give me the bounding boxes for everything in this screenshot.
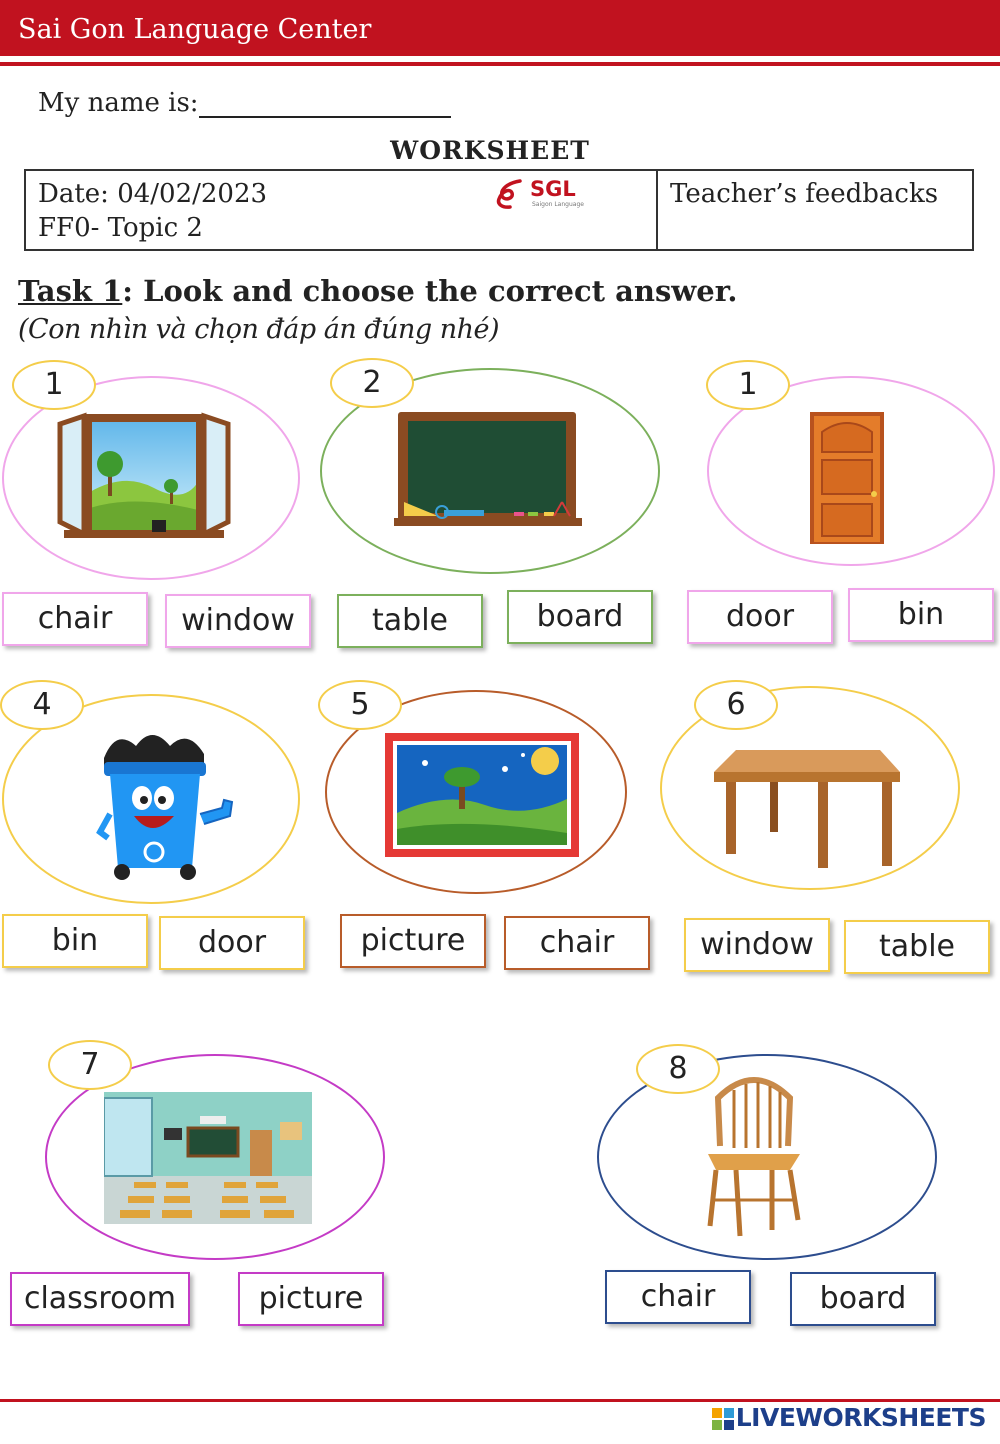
item-7-choice-2[interactable]: picture (238, 1272, 384, 1326)
item-1-choice-2[interactable]: window (165, 594, 311, 648)
center-name: Sai Gon Language Center (18, 14, 372, 45)
item-6-badge: 6 (694, 680, 778, 730)
item-5-choice-1[interactable]: picture (340, 914, 486, 968)
table-icon (710, 746, 902, 870)
item-7-badge: 7 (48, 1040, 132, 1090)
task-number: Task 1 (18, 274, 123, 308)
sgl-logo-mark (494, 177, 530, 211)
name-line (38, 88, 451, 118)
item-3-choice-2[interactable]: bin (848, 588, 994, 642)
item-5-badge: 5 (318, 680, 402, 730)
item-5-choice-2[interactable]: chair (504, 916, 650, 970)
task-title (18, 274, 737, 308)
item-2-choice-1[interactable]: table (337, 594, 483, 648)
item-7-choice-1[interactable]: classroom (10, 1272, 190, 1326)
topic-text: FF0- Topic 2 (38, 213, 203, 243)
item-8-choice-2[interactable]: board (790, 1272, 936, 1326)
item-2-choice-2[interactable]: board (507, 590, 653, 644)
item-1-badge: 1 (12, 360, 96, 410)
item-4-badge: 4 (0, 680, 84, 730)
bin-icon (96, 728, 240, 880)
logo-text: SGL (530, 177, 576, 201)
item-8-choice-1[interactable]: chair (605, 1270, 751, 1324)
item-4-choice-1[interactable]: bin (2, 914, 148, 968)
logo-subtext: Saigon Language (532, 201, 584, 208)
item-4-choice-2[interactable]: door (159, 916, 305, 970)
liveworksheets-logo-icon (712, 1408, 734, 1430)
item-1-choice-1[interactable]: chair (2, 592, 148, 646)
board-icon (394, 410, 584, 532)
door-icon (808, 412, 886, 546)
item-6-choice-2[interactable]: table (844, 920, 990, 974)
classroom-icon (104, 1092, 312, 1224)
item-3-choice-1[interactable]: door (687, 590, 833, 644)
name-label: My name is: (38, 88, 199, 118)
item-2-badge: 2 (330, 358, 414, 408)
item-6-choice-1[interactable]: window (684, 918, 830, 972)
footer-brand[interactable] (712, 1403, 986, 1432)
chair-icon (706, 1068, 802, 1240)
header-bar (0, 0, 1000, 56)
name-blank[interactable] (199, 92, 451, 118)
info-divider (656, 171, 658, 249)
footer-rule (0, 1399, 1000, 1402)
date-text: Date: 04/02/2023 (38, 179, 268, 209)
info-table (24, 169, 974, 251)
task-translation: (Con nhìn và chọn đáp án đúng nhé) (18, 314, 500, 345)
worksheet-title: WORKSHEET (390, 136, 590, 165)
footer-brand-text: LIVEWORKSHEETS (735, 1403, 986, 1432)
picture-icon (385, 733, 579, 857)
feedback-label: Teacher’s feedbacks (670, 179, 939, 209)
sgl-logo (494, 177, 594, 211)
item-8-badge: 8 (636, 1044, 720, 1094)
header-rule (0, 62, 1000, 66)
window-icon (54, 412, 234, 542)
item-3-badge: 1 (706, 360, 790, 410)
task-instruction: : Look and choose the correct answer. (122, 274, 738, 308)
